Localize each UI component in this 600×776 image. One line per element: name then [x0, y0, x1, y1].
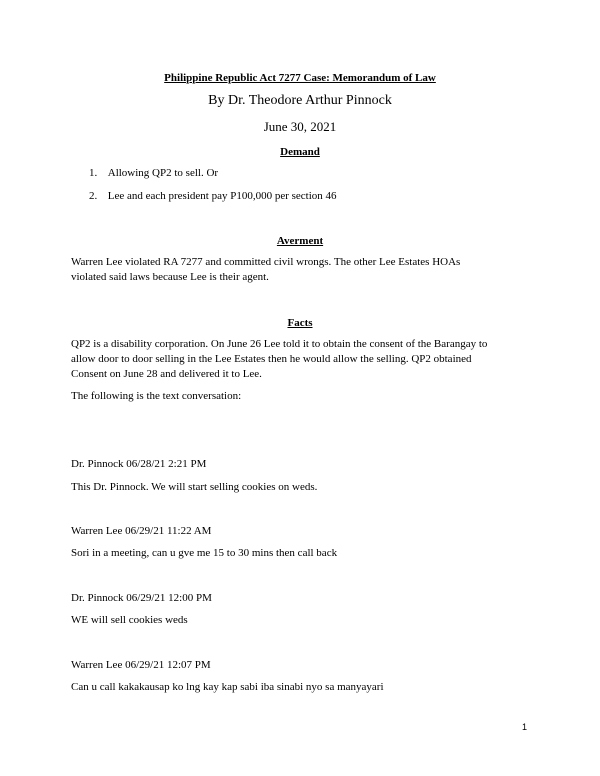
document-byline: By Dr. Theodore Arthur Pinnock: [208, 93, 392, 108]
page-number: 1: [522, 722, 528, 732]
demand-item-text: Allowing QP2 to sell. Or: [107, 167, 219, 179]
message-header: Dr. Pinnock 06/28/21 2:21 PM: [71, 458, 207, 470]
demand-item-number: 1.: [89, 167, 98, 179]
facts-line: QP2 is a disability corporation. On June 26 Lee told it to obtain the consent of the Barangay to: [71, 338, 488, 350]
demand-item-2: [89, 189, 337, 203]
facts-heading: Facts: [287, 317, 313, 329]
averment-line: violated said laws because Lee is their agent.: [71, 271, 269, 283]
facts-intro: The following is the text conversation:: [71, 390, 242, 402]
message-text: WE will sell cookies weds: [71, 614, 188, 626]
demand-item-1: [89, 166, 218, 180]
demand-item-text: Lee and each president pay P100,000 per section 46: [107, 190, 337, 202]
message-header: Warren Lee 06/29/21 11:22 AM: [71, 525, 212, 537]
document-date: June 30, 2021: [263, 119, 337, 134]
demand-item-number: 2.: [89, 190, 98, 202]
facts-line: allow door to door selling in the Lee Estates then he would allow the selling. QP2 obtained: [71, 353, 472, 365]
facts-line: Consent on June 28 and delivered it to Lee.: [71, 368, 262, 380]
message-text: Can u call kakakausap ko lng kay kap sabi iba sinabi nyo sa manyayari: [71, 681, 384, 693]
message-header: Warren Lee 06/29/21 12:07 PM: [71, 659, 211, 671]
message-text: Sori in a meeting, can u gve me 15 to 30 mins then call back: [71, 547, 338, 559]
demand-heading: Demand: [280, 146, 320, 158]
averment-line: Warren Lee violated RA 7277 and committed civil wrongs. The other Lee Estates HOAs: [71, 256, 461, 268]
message-text: This Dr. Pinnock. We will start selling cookies on weds.: [71, 481, 318, 493]
document-title: Philippine Republic Act 7277 Case: Memorandum of Law: [164, 72, 436, 84]
averment-heading: Averment: [276, 235, 324, 247]
message-header: Dr. Pinnock 06/29/21 12:00 PM: [71, 592, 212, 604]
